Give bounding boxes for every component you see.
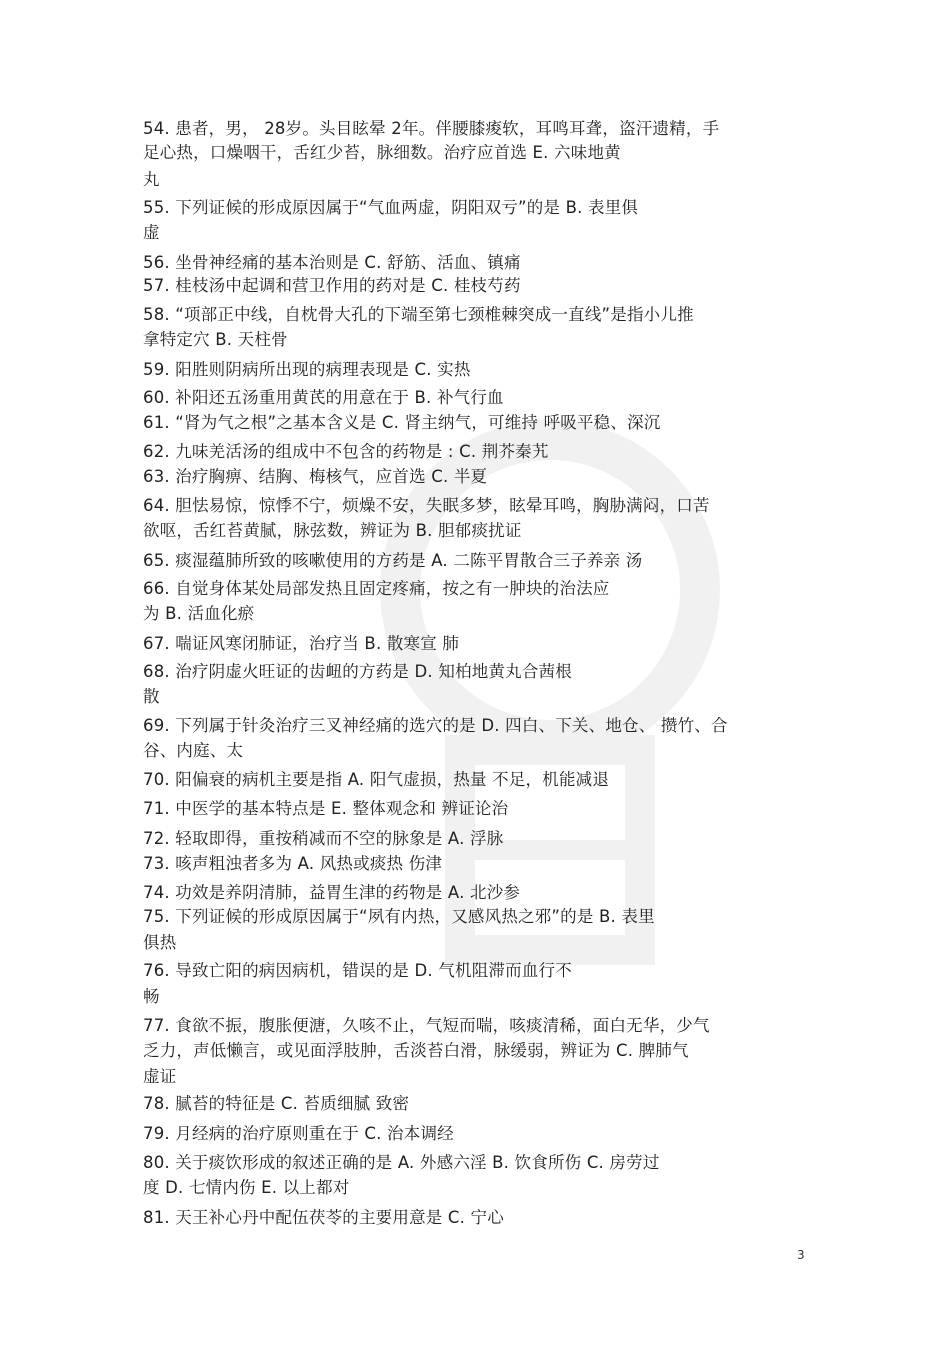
text-line: 64. 胆怯易惊，惊悸不宁，烦燥不安，失眠多梦，眩晕耳鸣，胸胁满闷，口苦 — [143, 496, 710, 515]
text-line: 俱热 — [143, 933, 177, 952]
text-line: 73. 咳声粗浊者多为 A. 风热或痰热 伤津 — [143, 854, 443, 873]
text-line: 54. 患者，男， 28岁。头目眩晕 2年。伴腰膝痠软，耳鸣耳聋，盗汗遗精，手 — [143, 119, 720, 138]
text-line: 71. 中医学的基本特点是 E. 整体观念和 辨证论治 — [143, 799, 509, 818]
text-line: 乏力，声低懒言，或见面浮肢肿，舌淡苔白滑，脉缓弱，辨证为 C. 脾肺气 — [143, 1041, 689, 1060]
text-line: 78. 腻苔的特征是 C. 苔质细腻 致密 — [143, 1094, 410, 1113]
text-line: 76. 导致亡阳的病因病机，错误的是 D. 气机阻滞而血行不 — [143, 961, 572, 980]
text-line: 68. 治疗阴虚火旺证的齿衄的方药是 D. 知柏地黄丸合茜根 — [143, 662, 572, 681]
text-line: 拿特定穴 B. 天柱骨 — [143, 330, 288, 349]
text-line: 为 B. 活血化瘀 — [143, 604, 255, 623]
text-line: 散 — [143, 687, 160, 706]
text-line: 65. 痰湿蕴肺所致的咳嗽使用的方药是 A. 二陈平胃散合三子养亲 汤 — [143, 551, 643, 570]
text-line: 61. “肾为气之根”之基本含义是 C. 肾主纳气，可维持 呼吸平稳、深沉 — [143, 413, 661, 432]
text-line: 畅 — [143, 987, 160, 1006]
text-line: 度 D. 七情内伤 E. 以上都对 — [143, 1178, 350, 1197]
text-line: 66. 自觉身体某处局部发热且固定疼痛，按之有一肿块的治法应 — [143, 579, 610, 598]
text-line: 60. 补阳还五汤重用黄芪的用意在于 B. 补气行血 — [143, 388, 504, 407]
text-line: 58. “项部正中线，自枕骨大孔的下端至第七颈椎棘突成一直线”是指小儿推 — [143, 305, 694, 324]
text-line: 79. 月经病的治疗原则重在于 C. 治本调经 — [143, 1124, 454, 1143]
text-line: 70. 阳偏衰的病机主要是指 A. 阳气虚损，热量 不足，机能减退 — [143, 770, 610, 789]
text-line: 55. 下列证候的形成原因属于“气血两虚，阴阳双亏”的是 B. 表里俱 — [143, 198, 639, 217]
page-number: 3 — [797, 1248, 805, 1262]
text-line: 72. 轻取即得，重按稍减而不空的脉象是 A. 浮脉 — [143, 829, 504, 848]
text-line: 69. 下列属于针灸治疗三叉神经痛的选穴的是 D. 四白、下关、地仓、 攒竹、合 — [143, 716, 728, 735]
text-line: 57. 桂枝汤中起调和营卫作用的药对是 C. 桂枝芍药 — [143, 276, 521, 295]
text-line: 欲呕，舌红苔黄腻，脉弦数，辨证为 B. 胆郁痰扰证 — [143, 521, 522, 540]
text-line: 56. 坐骨神经痛的基本治则是 C. 舒筋、活血、镇痛 — [143, 253, 521, 272]
text-line: 81. 天王补心丹中配伍茯苓的主要用意是 C. 宁心 — [143, 1208, 504, 1227]
text-line: 75. 下列证候的形成原因属于“夙有内热，又感风热之邪”的是 B. 表里 — [143, 907, 655, 926]
text-line: 丸 — [143, 170, 160, 189]
text-line: 74. 功效是养阴清肺，益胃生津的药物是 A. 北沙参 — [143, 883, 521, 902]
text-line: 虚证 — [143, 1067, 177, 1086]
text-line: 63. 治疗胸痹、结胸、梅核气，应首选 C. 半夏 — [143, 467, 488, 486]
text-line: 80. 关于痰饮形成的叙述正确的是 A. 外感六淫 B. 饮食所伤 C. 房劳过 — [143, 1153, 660, 1172]
text-line: 77. 食欲不振，腹胀便溏，久咳不止，气短而喘，咳痰清稀，面白无华，少气 — [143, 1016, 710, 1035]
text-line: 虚 — [143, 223, 160, 242]
text-line: 62. 九味羌活汤的组成中不包含的药物是 : C. 荆芥秦艽 — [143, 442, 549, 461]
text-line: 谷、内庭、太 — [143, 741, 244, 760]
text-line: 足心热，口燥咽干，舌红少苔，脉细数。治疗应首选 E. 六味地黄 — [143, 143, 621, 162]
text-line: 67. 喘证风寒闭肺证，治疗当 B. 散寒宣 肺 — [143, 634, 460, 653]
text-line: 59. 阳胜则阴病所出现的病理表现是 C. 实热 — [143, 360, 471, 379]
